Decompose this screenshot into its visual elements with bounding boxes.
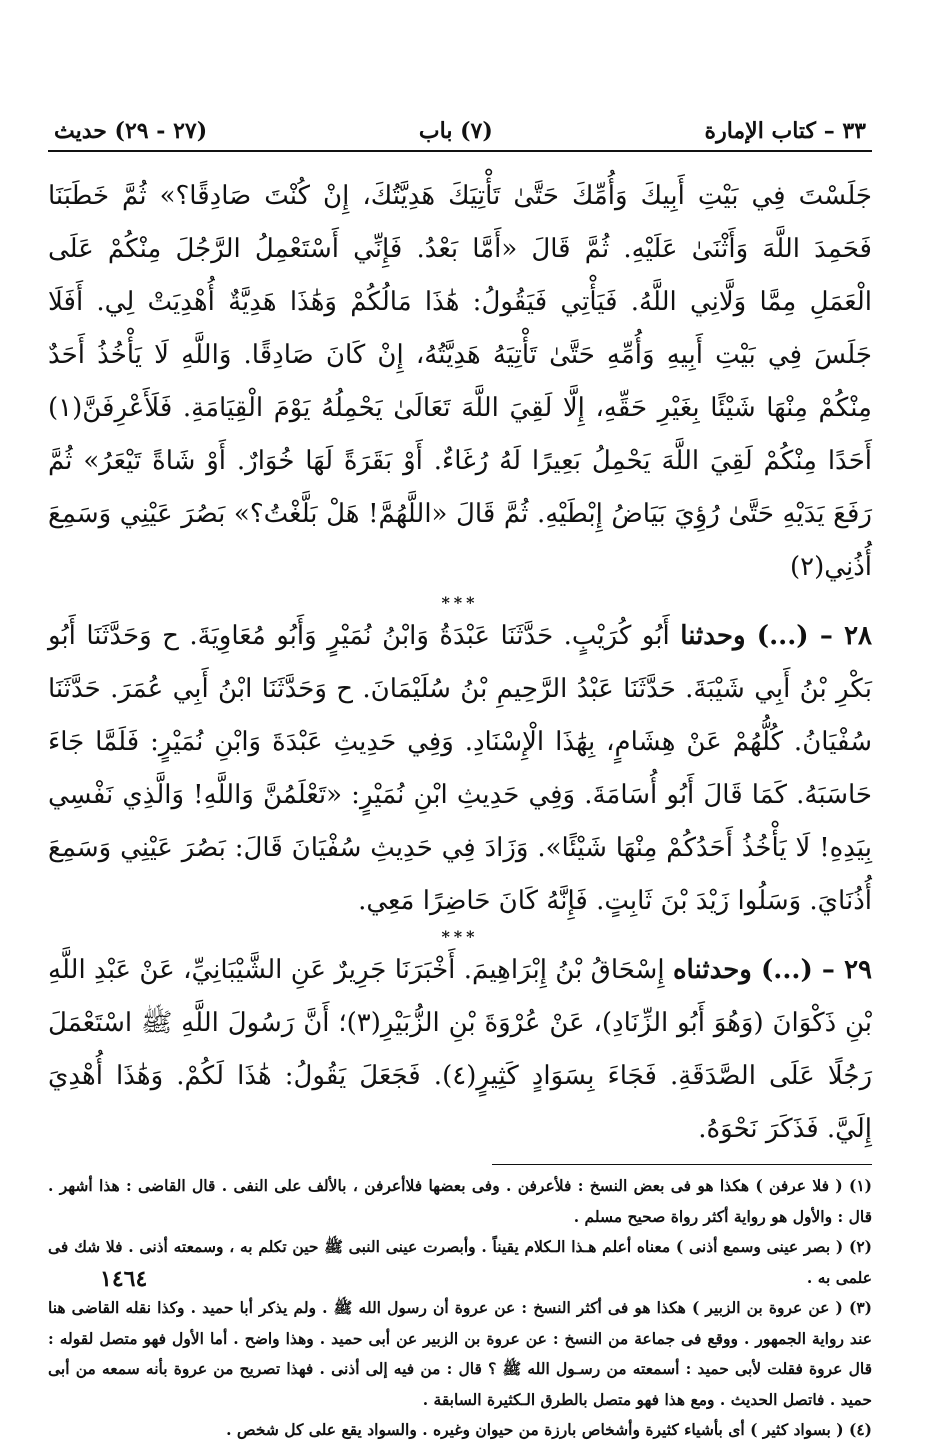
hadith-number-29: ٢٩ – (...) وحدثناه <box>672 955 872 985</box>
running-header <box>48 118 872 152</box>
footnote-4: (٤) ( بسواد كثير ) أى بأشياء كثيرة وأشخاص بارزة من حيوان وغيره . والسواد يقع على كل شخص . <box>226 1420 872 1439</box>
footnote-2: (٢) ( بصر عينى وسمع أذنى ) معناه أعلم هـذا الـكلام يقيناً . وأبصرت عينى النبى ﷺ حين تكلم به ، وسمعته أذنى . فلا شك فى علمى به . <box>48 1237 872 1287</box>
footnote-1: (١) ( فلا عرفن ) هكذا هو فى بعض النسخ : فلأعرفن . وفى بعضها فلاأعرفن ، بالألف على النفى . قال القاضى : هذا أشهر . قال : والأول هو رواية أكثر رواة صحيح مسلم . <box>48 1176 872 1226</box>
paragraph-29 <box>48 944 872 1156</box>
hadith-number-28: ٢٨ – (...) وحدثنا <box>680 621 873 651</box>
paragraph-1: جَلَسْتَ فِي بَيْتِ أَبِيكَ وَأُمِّكَ حَتَّىٰ تَأْتِيَكَ هَدِيَّتُكَ، إِنْ كُنْتَ صَادِقًا؟» ثُمَّ خَطَبَنَا فَحَمِدَ اللَّهَ وَأَثْنَىٰ عَلَيْهِ. ثُمَّ قَالَ «أَمَّا بَعْدُ. فَإِنِّي أَسْتَعْمِلُ الرَّجُلَ مِنْكُمْ عَلَى الْعَمَلِ مِمَّا وَلَّانِي اللَّهُ. فَيَأْتِي فَيَقُولُ: هَٰذَا مَالُكُمْ وَهَٰذَا هَدِيَّةٌ أُهْدِيَتْ لِي. أَفَلَا جَلَسَ فِي بَيْتِ أَبِيهِ وَأُمِّهِ حَتَّىٰ تَأْتِيَهُ هَدِيَّتُهُ، إِنْ كَانَ صَادِقًا. وَاللَّهِ لَا يَأْخُذُ أَحَدٌ مِنْكُمْ مِنْهَا شَيْئًا بِغَيْرِ حَقِّهِ، إِلَّا لَقِيَ اللَّهَ تَعَالَىٰ يَحْمِلُهُ يَوْمَ الْقِيَامَةِ. فَلَأَعْرِفَنَّ(١) أَحَدًا مِنْكُمْ لَقِيَ اللَّهَ يَحْمِلُ بَعِيرًا لَهُ رُغَاءٌ. أَوْ بَقَرَةً لَهَا خُوَارٌ. أَوْ شَاةً تَيْعَرُ» ثُمَّ رَفَعَ يَدَيْهِ حَتَّىٰ رُؤِيَ بَيَاضُ إِبْطَيْهِ. ثُمَّ قَالَ «اللَّهُمَّ! هَلْ بَلَّغْتُ؟» بَصُرَ عَيْنِي وَسَمِعَ أُذُنِي(٢) <box>48 181 872 582</box>
paragraph-28 <box>48 610 872 928</box>
hadith-range: (٢٧ - ٢٩) حديث <box>54 118 208 144</box>
book-title: ٣٣ – كتاب الإمارة <box>704 118 866 144</box>
section-separator: *** <box>441 927 479 946</box>
hadith-29-text: إِسْحَاقُ بْنُ إِبْرَاهِيمَ. أَخْبَرَنَا جَرِيرٌ عَنِ الشَّيْبَانِيِّ، عَنْ عَبْدِ اللَّهِ بْنِ ذَكْوَانَ (وَهُوَ أَبُو الزِّنَادِ)، عَنْ عُرْوَةَ بْنِ الزُّبَيْرِ(٣)؛ أَنَّ رَسُولَ اللَّهِ ﷺ اسْتَعْمَلَ رَجُلًا عَلَى الصَّدَقَةِ. فَجَاءَ بِسَوَادٍ كَثِيرٍ(٤). فَجَعَلَ يَقُولُ: هَٰذَا لَكُمْ. وَهَٰذَا أُهْدِيَ إِلَيَّ. فَذَكَرَ نَحْوَهُ. <box>48 955 872 1144</box>
hadith-28-text: أَبُو كُرَيْبٍ. حَدَّثَنَا عَبْدَةُ وَابْنُ نُمَيْرٍ وَأَبُو مُعَاوِيَةَ. ح وَحَدَّثَنَا أَبُو بَكْرِ بْنُ أَبِي شَيْبَةَ. حَدَّثَنَا عَبْدُ الرَّحِيمِ بْنُ سُلَيْمَانَ. ح وَحَدَّثَنَا ابْنُ أَبِي عُمَرَ. حَدَّثَنَا سُفْيَانُ. كُلُّهُمْ عَنْ هِشَامٍ، بِهَٰذَا الْإِسْنَادِ. وَفِي حَدِيثِ عَبْدَةَ وَابْنِ نُمَيْرٍ: فَلَمَّا جَاءَ حَاسَبَهُ. كَمَا قَالَ أَبُو أُسَامَةَ. وَفِي حَدِيثِ ابْنِ نُمَيْرٍ: «تَعْلَمُنَّ وَاللَّهِ! وَالَّذِي نَفْسِي بِيَدِهِ! لَا يَأْخُذُ أَحَدُكُمْ مِنْهَا شَيْئًا». وَزَادَ فِي حَدِيثِ سُفْيَانَ قَالَ: بَصُرَ عَيْنِي وَسَمِعَ أُذُنَايَ. وَسَلُوا زَيْدَ بْنَ ثَابِتٍ. فَإِنَّهُ كَانَ حَاضِرًا مَعِي. <box>48 621 872 916</box>
section-separator: *** <box>441 593 479 612</box>
main-text <box>48 170 872 1156</box>
footnote-3: (٣) ( عن عروة بن الزبير ) هكذا هو فى أكثر النسخ : عن عروة أن رسول الله ﷺ . ولم يذكر أبا حميد . وكذا نقله القاضى هنا عند رواية الجمهور . ووقع فى جماعة من النسخ : عن عروة بن الزبير عن أبى حميد . وهذا واضح . أما الأول فهو متصل لقوله : قال عروة فقلت لأبى حميد : أسمعته من رسـول الله ﷺ ؟ قال : من فيه إلى أذنى . فهذا تصريح من عروة بأنه سمعه من أبى حميد . فاتصل الحديث . ومع هذا فهو متصل بالطرق الـكثيرة السابقة . <box>48 1298 872 1409</box>
page-number: ١٤٦٤ <box>100 1266 148 1292</box>
chapter-label: (٧) باب <box>418 118 493 144</box>
footnote-divider <box>492 1164 872 1165</box>
footnotes <box>48 1171 872 1446</box>
